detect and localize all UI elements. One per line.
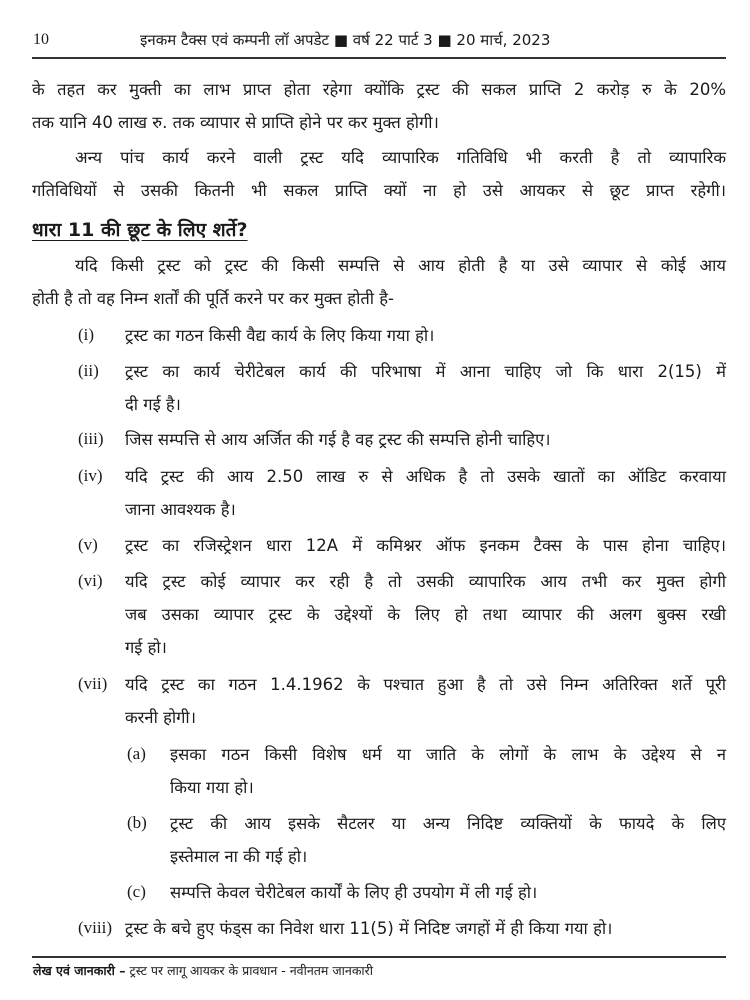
condition-marker: (iv)	[78, 466, 103, 485]
sub-condition-text: इसका गठन किसी विशेष धर्म या जाति के लोगों के लाभ के उद्देश्य से न	[170, 745, 726, 764]
sub-condition-text: किया गया हो।	[170, 778, 254, 797]
sub-condition-text: इस्तेमाल ना की गई हो।	[170, 847, 308, 866]
sub-condition-text: सम्पत्ति केवल चेरीटेबल कार्यों के लिए ही उपयोग में ली गई हो।	[170, 883, 538, 902]
para1-line1: के तहत कर मुक्ती का लाभ प्राप्त होता रहेगा क्योंकि ट्रस्ट की सकल प्राप्ति 2 करोड़ रु के 20%	[32, 80, 726, 99]
sub-condition-marker: (a)	[127, 744, 146, 763]
condition-text: जिस सम्पत्ति से आय अर्जित की गई है वह ट्रस्ट की सम्पत्ति होनी चाहिए।	[125, 430, 551, 449]
page-number: 10	[33, 31, 49, 48]
footer-rule	[32, 956, 726, 958]
condition-marker: (ii)	[78, 361, 99, 380]
condition-marker: (vii)	[78, 674, 108, 693]
section-heading: धारा 11 की छूट के लिए शर्ते?	[32, 219, 248, 241]
header-rule	[32, 57, 726, 59]
condition-text: जाना आवश्यक है।	[125, 500, 236, 519]
running-head: इनकम टैक्स एवं कम्पनी लॉ अपडेट ■ वर्ष 22 पार्ट 3 ■ 20 मार्च, 2023	[140, 31, 551, 49]
condition-text: ट्रस्ट का गठन किसी वैद्य कार्य के लिए किया गया हो।	[125, 326, 435, 345]
footer-article-title: ट्रस्ट पर लागू आयकर के प्रावधान - नवीनतम जानकारी	[129, 963, 374, 978]
condition-text: जब उसका व्यापार ट्रस्ट के उद्देश्यों के लिए हो तथा व्यापार की अलग बुक्स रखी	[125, 605, 726, 624]
condition-text: करनी होगी।	[125, 708, 196, 727]
para1-line2: तक यानि 40 लाख रु. तक व्यापार से प्राप्ति होने पर कर मुक्त होगी।	[32, 113, 439, 132]
sub-condition-text: ट्रस्ट की आय इसके सैटलर या अन्य निदिष्ट व्यक्तियों के फायदे के लिए	[170, 814, 726, 833]
condition-text: यदि ट्रस्ट कोई व्यापार कर रही है तो उसकी व्यापारिक आय तभी कर मुक्त होगी	[125, 572, 726, 591]
sub-condition-marker: (b)	[127, 813, 147, 832]
condition-marker: (vi)	[78, 571, 103, 590]
condition-text: यदि ट्रस्ट का गठन 1.4.1962 के पश्चात हुआ है तो उसे निम्न अतिरिक्त शर्ते पूरी	[125, 675, 726, 694]
condition-text: ट्रस्ट का रजिस्ट्रेशन धारा 12A में कमिश्नर ऑफ इनकम टैक्स के पास होना चाहिए।	[125, 536, 726, 555]
condition-text: ट्रस्ट का कार्य चेरीटेबल कार्य की परिभाषा में आना चाहिए जो कि धारा 2(15) में	[125, 362, 726, 381]
condition-text: यदि ट्रस्ट की आय 2.50 लाख रु से अधिक है तो उसके खातों का ऑडिट करवाया	[125, 467, 726, 486]
condition-marker: (iii)	[78, 429, 104, 448]
footer-section-label: लेख एवं जानकारी –	[33, 963, 126, 978]
condition-text: दी गई है।	[125, 395, 181, 414]
para3-line1: यदि किसी ट्रस्ट को ट्रस्ट की किसी सम्पत्ति से आय होती है या उसे व्यापार से कोई आय	[75, 256, 726, 275]
para3-line2: होती है तो वह निम्न शर्तों की पूर्ति करने पर कर मुक्त होती है-	[32, 289, 394, 308]
condition-text: ट्रस्ट के बचे हुए फंड्स का निवेश धारा 11(5) में निदिष्ट जगहों में ही किया गया हो।	[125, 919, 613, 938]
para2-line1: अन्य पांच कार्य करने वाली ट्रस्ट यदि व्यापारिक गतिविधि भी करती है तो व्यापारिक	[75, 148, 726, 167]
condition-marker: (i)	[78, 325, 95, 344]
sub-condition-marker: (c)	[127, 882, 146, 901]
condition-marker: (viii)	[78, 918, 112, 937]
condition-text: गई हो।	[125, 638, 167, 657]
footer	[33, 962, 373, 979]
para2-line2: गतिविधियों से उसकी कितनी भी सकल प्राप्ति क्यों ना हो उसे आयकर से छूट प्राप्त रहेगी।	[32, 181, 726, 200]
condition-marker: (v)	[78, 535, 98, 554]
